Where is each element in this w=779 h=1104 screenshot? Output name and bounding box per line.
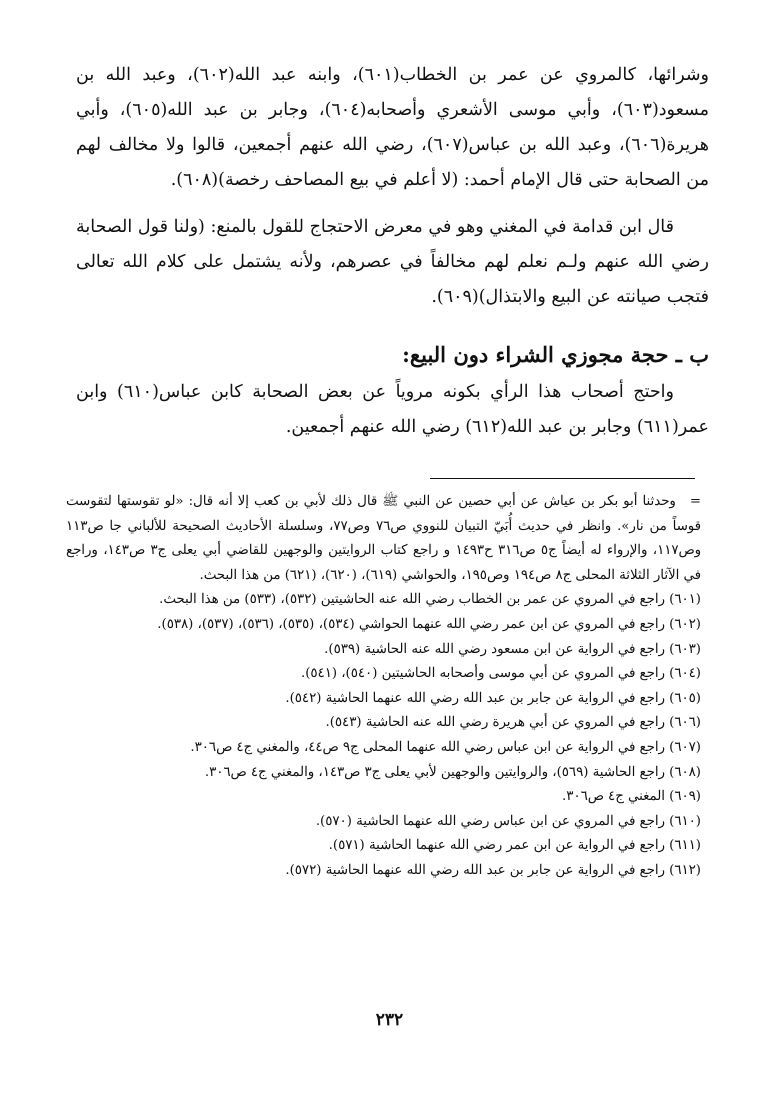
footnote-603: (٦٠٣) راجع في الرواية عن ابن مسعود رضي الله عنه الحاشية (٥٣٩). (324, 641, 701, 657)
footnote-607: (٦٠٧) راجع في الرواية عن ابن عباس رضي الله عنهما المحلى ج٩ ص٤٤، والمغني ج٤ ص٣٠٦. (190, 739, 701, 755)
footnote-604: (٦٠٤) راجع في المروي عن أبي موسى وأصحابه الحاشيتين (٥٤٠)، (٥٤١). (300, 666, 701, 682)
paragraph-2: قال ابن قدامة في المغني وهو في معرض الاحتجاج للقول بالمنع: (ولنا قول الصحابة رضي الله عنهم ولـم نعلم لهم مخالفاً في عصرهم، ولأنه يشتمل على كلام الله تعالى فتجب صيانته عن البيع والابتذال)(٦٠٩). (76, 217, 709, 307)
footnote-601: (٦٠١) راجع في المروي عن عمر بن الخطاب رضي الله عنه الحاشيتين (٥٣٢)، (٥٣٣) من هذا البحث. (159, 592, 701, 608)
page-number: ٢٣٢ (375, 1010, 404, 1030)
main-text (76, 58, 709, 445)
footnote-612: (٦١٢) راجع في الرواية عن جابر بن عبد الله رضي الله عنهما الحاشية (٥٧٢). (285, 862, 701, 878)
footnote-602: (٦٠٢) راجع في المروي عن ابن عمر رضي الله عنهما الحواشي (٥٣٤)، (٥٣٥)، (٥٣٦)، (٥٣٧)، (٥٣٨). (157, 616, 701, 632)
footnote-610: (٦١٠) راجع في المروي عن ابن عباس رضي الله عنهما الحاشية (٥٧٠). (315, 813, 701, 829)
paragraph-3: واحتج أصحاب هذا الرأي بكونه مروياً عن بعض الصحابة كابن عباس(٦١٠) وابن عمر(٦١١) وجابر بن عبد الله(٦١٢) رضي الله عنهم أجمعين. (76, 382, 709, 437)
footnotes (66, 490, 701, 884)
footnote-611: (٦١١) راجع في الرواية عن ابن عمر رضي الله عنهما الحاشية (٥٧١). (328, 838, 701, 854)
footnote-608: (٦٠٨) راجع الحاشية (٥٦٩)، والروايتين والوجهين لأبي يعلى ج٣ ص١٤٣، والمغني ج٤ ص٣٠٦. (204, 764, 701, 780)
section-heading: ب ـ حجة مجوزي الشراء دون البيع: (402, 342, 709, 367)
paragraph-1: وشرائها، كالمروي عن عمر بن الخطاب(٦٠١)، وابنه عبد الله(٦٠٢)، وعبد الله بن مسعود(٦٠٣)، وأبي موسى الأشعري وأصحابه(٦٠٤)، وجابر بن عبد الله(٦٠٥)، وأبي هريرة(٦٠٦)، وعبد الله بن عباس(٦٠٧)، رضي الله عنهم أجمعين، قالوا ولا مخالف لهم من الصحابة حتى قال الإمام أحمد: (لا أعلم في بيع المصاحف رخصة)(٦٠٨). (76, 65, 710, 190)
footnote-605: (٦٠٥) راجع في الرواية عن جابر بن عبد الله رضي الله عنهما الحاشية (٥٤٢). (285, 690, 701, 706)
footnote-divider (430, 478, 695, 479)
footnote-606: (٦٠٦) راجع في المروي عن أبي هريرة رضي الله عنه الحاشية (٥٤٣). (325, 715, 701, 731)
footnote-609: (٦٠٩) المغني ج٤ ص٣٠٦. (562, 789, 701, 805)
footnote-continuation (66, 490, 701, 588)
continuation-text: وحدثنا أبو بكر بن عياش عن أبي حصين عن النبي ﷺ قال ذلك لأبي بن كعب إلا أنه قال: «لو تقوستها لتقوست قوساً من نار». وانظر في حديث أُبَيّ التبيان للنووي ص٧٦ وص٧٧، وسلسلة الأحاديث الصحيحة للألباني جا ص١١٣ وص١١٧، والإرواء له أيضاً ج٥ ص٣١٦ ح١٤٩٣ و راجع كتاب الروايتين والوجهين للقاضي أبي يعلى ج٣ ص١٤٣، وراجع في الآثار الثلاثة المحلى ج٨ ص١٩٤ وص١٩٥، والحواشي (٦١٩)، (٦٢٠)، (٦٢١) من هذا البحث. (66, 494, 702, 583)
continuation-marker: = (689, 494, 701, 509)
